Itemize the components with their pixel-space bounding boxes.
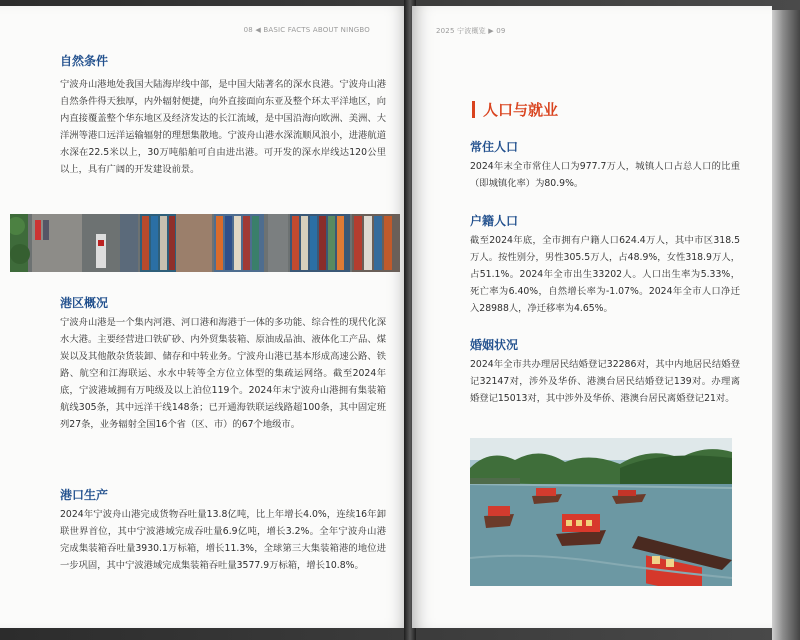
section-body-resident-population: 2024年末全市常住人口为977.7万人，城镇人口占总人口的比重（即城镇化率）为80.9%。 [470,161,740,189]
section-body-registered-population: 截至2024年底，全市拥有户籍人口624.4万人，其中市区318.5万人。按性别分，男性305.5万人，占48.9%，女性318.9万人，占51.1%。2024年全市出生33202人。人口出生率为5.33%，死亡率为6.40%，自然增长率为-1.07%。2024年全市人口净迁入28988人，净迁移率为4.65%。 [470,235,740,314]
port-container-photo [10,214,400,272]
left-page [0,6,408,628]
section-title-port-overview: 港区概况 [60,296,109,310]
left-running-header: 08 ◀ BASIC FACTS ABOUT NINGBO [243,26,370,34]
page-stack-edge [772,10,800,640]
port-container-illustration [10,214,400,272]
section-title-resident-population: 常住人口 [470,140,519,154]
right-page [412,6,772,628]
section-title-registered-population: 户籍人口 [470,214,519,228]
right-running-header: 2025 宁波概览 ▶ 09 [436,27,506,35]
section-title-port-production: 港口生产 [60,488,109,502]
section-body-marriage: 2024年全市共办理居民结婚登记32286对，其中内地居民结婚登记32147对，涉外及华侨、港澳台居民结婚登记139对。办理离婚登记15013对，其中涉外及华侨、港澳台居民离婚登记21对。 [470,359,740,404]
section-body-natural: 宁波舟山港地处我国大陆海岸线中部，是中国大陆著名的深水良港。宁波舟山港自然条件得天独厚，内外辐射便捷，向外直接面向东亚及整个环太平洋地区，向内直接覆盖整个华东地区及经济发达的长江流域，是中国沿海向欧洲、美洲、大洋洲等港口远洋运输辐射的理想集散地。宁波舟山港水深流顺风浪小，进港航道水深在22.5米以上，30万吨船舶可自由进出港。可开发的深水岸线达120公里以上，具有广阔的开发建设前景。 [60,79,386,175]
river-boats-illustration [470,438,732,586]
chapter-title [472,99,558,120]
section-body-port-production: 2024年宁波舟山港完成货物吞吐量13.8亿吨，比上年增长4.0%，连续16年卸联世界首位，其中宁波港域完成吞吐量6.9亿吨，增长3.2%。全年宁波舟山港完成集装箱吞吐量3930.1万标箱，增长11.3%，全球第三大集装箱港的地位进一步巩固，其中宁波港域完成集装箱吞吐量3577.9万标箱，增长10.8%。 [60,509,386,571]
section-title-natural: 自然条件 [60,54,109,68]
river-boats-photo [470,438,732,586]
chapter-title-text: 人口与就业 [483,101,559,119]
section-title-marriage: 婚姻状况 [470,338,519,352]
chapter-title-marker [472,101,475,118]
section-body-port-overview: 宁波舟山港是一个集内河港、河口港和海港于一体的多功能、综合性的现代化深水大港。主要经营进口铁矿砂、内外贸集装箱、原油成品油、液体化工产品、煤炭以及其他散杂货装卸、储存和中转业务。宁波舟山港已基本形成高速公路、铁路、航空和江海联运、水水中转等全方位立体型的集疏运网络。截至2024年底，宁波港域拥有万吨级及以上泊位119个。2024年末宁波舟山港拥有集装箱航线305条，其中远洋干线148条；已开通海铁联运线路超100条，其中固定班列27条，业务辐射全国16个省（区、市）的67个地级市。 [60,317,386,430]
